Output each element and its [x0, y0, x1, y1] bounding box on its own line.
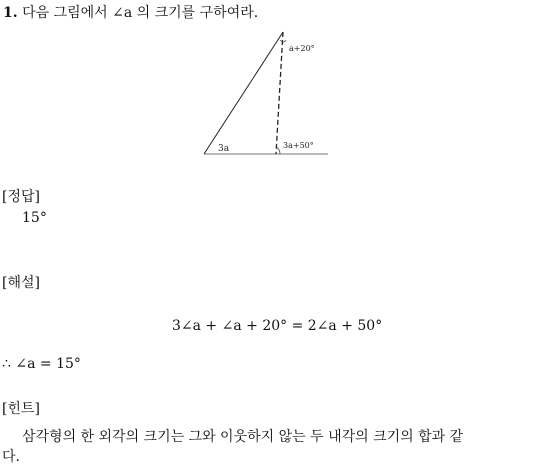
explanation-heading: [해설]: [2, 275, 40, 291]
top-angle-label: a+20°: [289, 44, 315, 53]
explanation-conclusion: ∴ ∠a = 15°: [2, 356, 81, 372]
question-line: [3, 2, 258, 22]
hypotenuse-line: [204, 32, 283, 154]
answer-value: 15°: [22, 210, 47, 226]
left-angle-label: 3a: [218, 144, 230, 154]
explanation-equation: 3∠a + ∠a + 20° = 2∠a + 50°: [172, 318, 383, 334]
exterior-angle-label: 3a+50°: [283, 141, 314, 150]
hint-text-line1: 삼각형의 한 외각의 크기는 그와 이웃하지 않는 두 내각의 크기의 합과 같: [22, 429, 464, 445]
dashed-side: [276, 32, 283, 154]
question-number: 1.: [3, 5, 18, 21]
answer-heading: [정답]: [2, 189, 40, 205]
question-text: 다음 그림에서 ∠a 의 크기를 구하여라.: [22, 5, 259, 21]
hint-text-line2: 다.: [2, 449, 20, 465]
triangle-figure: [190, 26, 340, 161]
hint-heading: [힌트]: [2, 401, 40, 417]
